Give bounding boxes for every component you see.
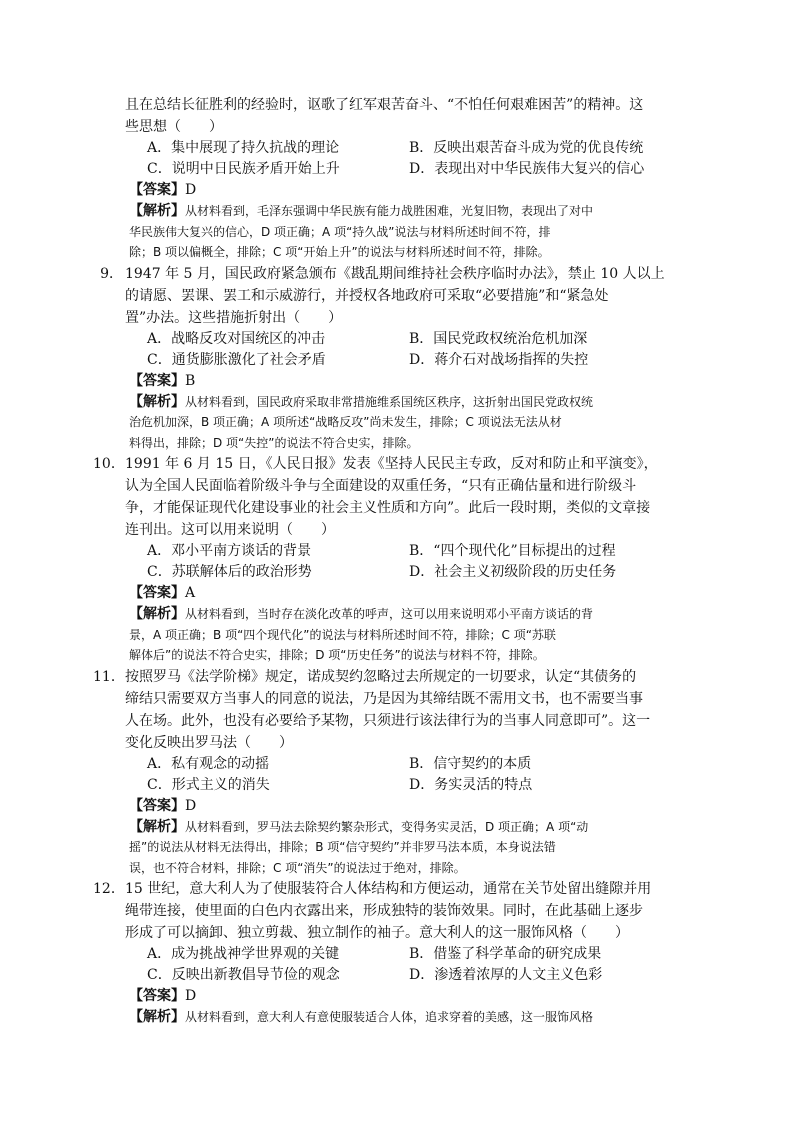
options-row xyxy=(125,159,685,180)
options-row xyxy=(125,138,685,159)
question-stem-line xyxy=(93,878,685,900)
answer-tag: 【答案】 xyxy=(129,372,185,389)
question-stem-text: 1947 年 5 月，国民政府紧急颁布《戡乱期间维持社会秩序临时办法》，禁止 10 人以上 xyxy=(125,265,665,282)
analysis-line: 治危机加深，B 项正确；A 项所述“战略反攻”尚未发生，排除；C 项说法无法从材 xyxy=(129,415,562,429)
question-stem-line xyxy=(93,666,685,688)
analysis-tag: 【解析】 xyxy=(129,606,185,622)
option-b: B．借鉴了科学革命的研究成果 xyxy=(409,946,602,962)
question-stem-text: 15 世纪，意大利人为了使服装符合人体结构和方便运动，通常在关节处留出缝隙并用 xyxy=(125,881,652,897)
option-c: C．形式主义的消失 xyxy=(147,776,270,793)
question-stem-line: 变化反映出罗马法（ ） xyxy=(125,734,293,751)
answer-line xyxy=(125,986,685,1007)
analysis-text: 从材料看到，国民政府采取非常措施维系国统区秩序，这折射出国民党政权统 xyxy=(185,394,594,409)
analysis-line: 摇”的说法从材料无法得出，排除；B 项“信守契约”并非罗马法本质，本身说法错 xyxy=(129,840,556,854)
analysis-line xyxy=(125,201,685,222)
analysis-text: 从材料看到，毛泽东强调中华民族有能力战胜困难，光复旧物，表现出了对中 xyxy=(185,204,594,218)
question-stem-line xyxy=(100,263,685,285)
option-d: D．蒋介石对战场指挥的失控 xyxy=(409,351,589,368)
question-stem-line xyxy=(93,453,685,475)
analysis-line: 料得出，排除；D 项“失控”的说法不符合史实，排除。 xyxy=(129,435,419,450)
answer-value: A xyxy=(185,585,196,601)
page-content xyxy=(93,94,685,1028)
option-a: A．集中展现了持久抗战的理论 xyxy=(147,140,340,156)
options-row xyxy=(125,754,685,775)
option-d: D．表现出对中华民族伟大复兴的信心 xyxy=(409,161,645,177)
question-stem-line: 些思想（ ） xyxy=(125,119,223,135)
analysis-line xyxy=(125,392,685,413)
option-b: B．反映出艰苦奋斗成为党的优良传统 xyxy=(409,140,644,156)
answer-tag: 【答案】 xyxy=(129,988,185,1004)
analysis-line: 华民族伟大复兴的信心，D 项正确；A 项“持久战”说法与材料所述时间不符，排 xyxy=(129,224,551,239)
question-stem-line: 认为全国人民面临着阶级斗争与全面建设的双重任务，“只有正确估量和进行阶级斗 xyxy=(125,478,637,494)
analysis-text: 从材料看到，罗马法去除契约繁杂形式，变得务实灵活，D 项正确；A 项“动 xyxy=(185,819,589,834)
analysis-text: 从材料看到，意大利人有意使服装适合人体，追求穿着的美感，这一服饰风格 xyxy=(185,1010,594,1024)
question-number: 10． xyxy=(93,456,125,472)
option-c: C．说明中日民族矛盾开始上升 xyxy=(147,161,340,177)
option-b: B．“四个现代化”目标提出的过程 xyxy=(409,543,616,559)
analysis-text: 从材料看到，当时存在淡化改革的呼声，这可以用来说明邓小平南方谈话的背 xyxy=(185,607,594,621)
question-stem-text: 1991 年 6 月 15 日，《人民日报》发表《坚持人民民主专政，反对和防止和平演变》， xyxy=(125,456,658,472)
question-number: 9． xyxy=(100,265,123,282)
analysis-line: 除；B 项以偏概全，排除；C 项“开始上升”的说法与材料所述时间不符，排除。 xyxy=(129,245,550,259)
options-row xyxy=(125,944,685,965)
option-a: A．成为挑战神学世界观的关键 xyxy=(147,946,340,962)
option-c: C．反映出新教倡导节俭的观念 xyxy=(147,967,340,983)
answer-value: D xyxy=(185,988,197,1004)
question-12 xyxy=(93,878,685,1028)
analysis-tag: 【解析】 xyxy=(129,203,185,219)
question-10 xyxy=(93,453,685,666)
option-a: A．邓小平南方谈话的背景 xyxy=(147,543,312,559)
question-stem-line: 且在总结长征胜利的经验时，讴歌了红军艰苦奋斗、“不怕任何艰难困苦”的精神。这 xyxy=(125,97,644,113)
question-stem-line: 置”办法。这些措施折射出（ ） xyxy=(125,309,343,326)
options-row xyxy=(125,562,685,583)
question-stem-line: 人在场。此外，也没有必要给予某物，只须进行该法律行为的当事人同意即可”。这一 xyxy=(125,712,651,729)
option-d: D．务实灵活的特点 xyxy=(409,776,533,793)
question-11 xyxy=(93,666,685,879)
options-row xyxy=(125,329,685,350)
option-b: B．国民党政权统治危机加深 xyxy=(409,330,588,347)
answer-line xyxy=(125,583,685,604)
answer-tag: 【答案】 xyxy=(129,797,185,814)
option-d: D．社会主义初级阶段的历史任务 xyxy=(409,564,617,580)
answer-line xyxy=(125,371,685,392)
analysis-line: 景，A 项正确；B 项“四个现代化”的说法与材料所述时间不符，排除；C 项“苏联 xyxy=(129,627,556,642)
question-stem-line: 的请愿、罢课、罢工和示威游行，并授权各地政府可采取“必要措施”和“紧急处 xyxy=(125,287,609,304)
question-stem-line: 争，才能保证现代化建设事业的社会主义性质和方向”。此后一段时期，类似的文章接 xyxy=(125,500,651,516)
question-stem-text: 按照罗马《法学阶梯》规定，诺成契约忽略过去所规定的一切要求，认定“其债务的 xyxy=(125,668,637,685)
answer-value: D xyxy=(185,797,197,814)
question-stem-line: 形成了可以摘卸、独立剪裁、独立制作的袖子。意大利人的这一服饰风格（ ） xyxy=(125,925,629,941)
question-stem-line: 缔结只需要双方当事人的同意的说法，乃是因为其缔结既不需用文书，也不需要当事 xyxy=(125,690,643,707)
option-b: B．信守契约的本质 xyxy=(409,755,532,772)
option-d: D．渗透着浓厚的人文主义色彩 xyxy=(409,967,603,983)
analysis-line xyxy=(125,817,685,838)
answer-line xyxy=(125,796,685,817)
question-stem-line: 绳带连接，使里面的白色内衣露出来，形成独特的装饰效果。同时，在此基础上逐步 xyxy=(125,903,643,919)
question-number: 12． xyxy=(93,881,125,897)
options-row xyxy=(125,541,685,562)
analysis-tag: 【解析】 xyxy=(129,393,185,410)
options-row xyxy=(125,350,685,371)
answer-line xyxy=(125,180,685,201)
analysis-tag: 【解析】 xyxy=(129,818,185,835)
question-9 xyxy=(100,263,685,454)
answer-tag: 【答案】 xyxy=(129,182,185,198)
option-a: A．私有观念的动摇 xyxy=(147,755,270,772)
analysis-line xyxy=(125,604,685,625)
option-c: C．通货膨胀激化了社会矛盾 xyxy=(147,351,326,368)
question-number: 11． xyxy=(93,668,125,685)
question-stem-line: 连刊出。这可以用来说明（ ） xyxy=(125,522,335,538)
question-8 xyxy=(125,94,685,263)
options-row xyxy=(125,965,685,986)
option-c: C．苏联解体后的政治形势 xyxy=(147,564,312,580)
analysis-line xyxy=(125,1007,685,1028)
options-row xyxy=(125,775,685,796)
analysis-line: 误，也不符合材料，排除；C 项“消失”的说法过于绝对，排除。 xyxy=(129,860,466,875)
answer-tag: 【答案】 xyxy=(129,585,185,601)
option-a: A．战略反攻对国统区的冲击 xyxy=(147,330,326,347)
analysis-line: 解体后”的说法不符合史实，排除；D 项“历史任务”的说法与材料不符，排除。 xyxy=(129,648,545,662)
answer-value: D xyxy=(185,182,197,198)
analysis-tag: 【解析】 xyxy=(129,1009,185,1025)
answer-value: B xyxy=(185,372,196,389)
